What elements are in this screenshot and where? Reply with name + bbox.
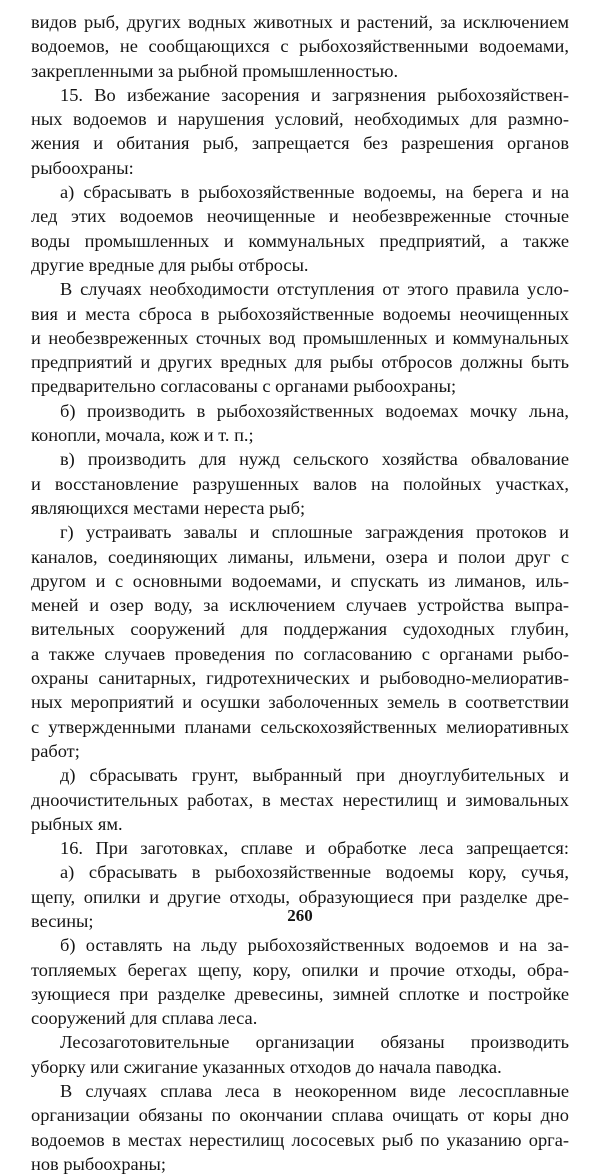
text-line: топляемых берегах щепу, кору, опилки и прочие отходы, обра- (31, 959, 569, 980)
text-line: конопли, мочала, кож и т. п.; (31, 425, 254, 446)
text-line: охраны санитарных, гидротехнических и рыбоводно-мелиоратив- (31, 668, 569, 689)
text-line: нов рыбоохраны; (31, 1153, 167, 1174)
text-line: каналов, соединяющих лиманы, ильмени, озера и полои друг с (31, 546, 569, 567)
text-line: работ; (31, 740, 80, 761)
text-line: являющихся местами нереста рыб; (31, 497, 306, 518)
text-line: рыбных ям. (31, 813, 123, 834)
text-line: водоемов, не сообщающихся с рыбохозяйственными водоемами, (31, 36, 569, 57)
text-line: дноочистительных работах, в местах нерестилищ и зимовальных (31, 789, 569, 810)
text-line: Лесозаготовительные организации обязаны производить (60, 1032, 569, 1053)
text-line: и необезвреженных сточных вод промышленных и коммунальных (31, 327, 569, 348)
text-line: а) сбрасывать в рыбохозяйственные водоемы, на берега и на (60, 182, 569, 203)
text-line: б) производить в рыбохозяйственных водоемах мочку льна, (60, 400, 569, 421)
text-line: ных мероприятий и осушки заболоченных земель в соответствии (31, 692, 569, 713)
text-line: другом и с основными водоемами, и спускать из лиманов, иль- (31, 570, 569, 591)
text-line: д) сбрасывать грунт, выбранный при дноуглубительных и (60, 765, 569, 786)
text-line: вия и места сброса в рыбохозяйственные водоемы неочищенных (31, 303, 569, 324)
text-line: закрепленными за рыбной промышленностью. (31, 60, 399, 81)
text-line: видов рыб, других водных животных и растений, за исключением (31, 12, 569, 32)
document-body (31, 10, 569, 1176)
text-line: организации обязаны по окончании сплава очищать от коры дно (31, 1105, 569, 1126)
text-line: В случаях сплава леса в неокоренном виде лесосплавные (60, 1081, 569, 1102)
text-line: 15. Во избежание засорения и загрязнения рыбохозяйствен- (60, 84, 569, 105)
text-line: щепу, опилки и другие отходы, образующиеся при разделке дре- (31, 886, 569, 907)
page-number: 260 (287, 906, 313, 925)
text-line: меней и озер воду, за исключением случаев устройства выпра- (31, 595, 569, 616)
text-line: воды промышленных и коммунальных предприятий, а также (31, 230, 569, 251)
text-line: а) сбрасывать в рыбохозяйственные водоемы кору, сучья, (60, 862, 569, 883)
text-line: вительных сооружений для поддержания судоходных глубин, (31, 619, 569, 640)
text-line: другие вредные для рыбы отбросы. (31, 254, 309, 275)
text-line: с утвержденными планами сельскохозяйственных мелиоративных (31, 716, 569, 737)
text-line: предприятий и других вредных для рыбы отбросов должны быть (31, 352, 569, 373)
text-line: и восстановление разрушенных валов на полойных участках, (31, 473, 569, 494)
text-line: 16. При заготовках, сплаве и обработке леса запрещается: (60, 838, 569, 859)
text-line: г) устраивать завалы и сплошные заграждения протоков и (60, 522, 569, 543)
text-line: В случаях необходимости отступления от этого правила усло- (60, 279, 569, 300)
text-line: сооружений для сплава леса. (31, 1008, 258, 1029)
text-line: в) производить для нужд сельского хозяйства обвалование (60, 449, 569, 470)
text-line: уборку или сжигание указанных отходов до начала паводка. (31, 1056, 502, 1077)
text-line: б) оставлять на льду рыбохозяйственных водоемов и на за- (60, 935, 569, 956)
text-line: весины; (31, 910, 94, 931)
text-line: жения и обитания рыб, запрещается без разрешения органов (31, 133, 569, 154)
text-line: рыбоохраны: (31, 157, 134, 178)
text-line: зующиеся при разделке древесины, зимней сплотке и постройке (31, 983, 569, 1004)
text-line: предварительно согласованы с органами рыбоохраны; (31, 376, 457, 397)
text-line: водоемов в местах нерестилищ лососевых рыб по указанию орга- (31, 1129, 569, 1150)
text-line: ных водоемов и нарушения условий, необходимых для размно- (31, 109, 569, 130)
text-line: лед этих водоемов неочищенные и необезвреженные сточные (31, 206, 569, 227)
text-line: а также случаев проведения по согласованию с органами рыбо- (31, 643, 569, 664)
